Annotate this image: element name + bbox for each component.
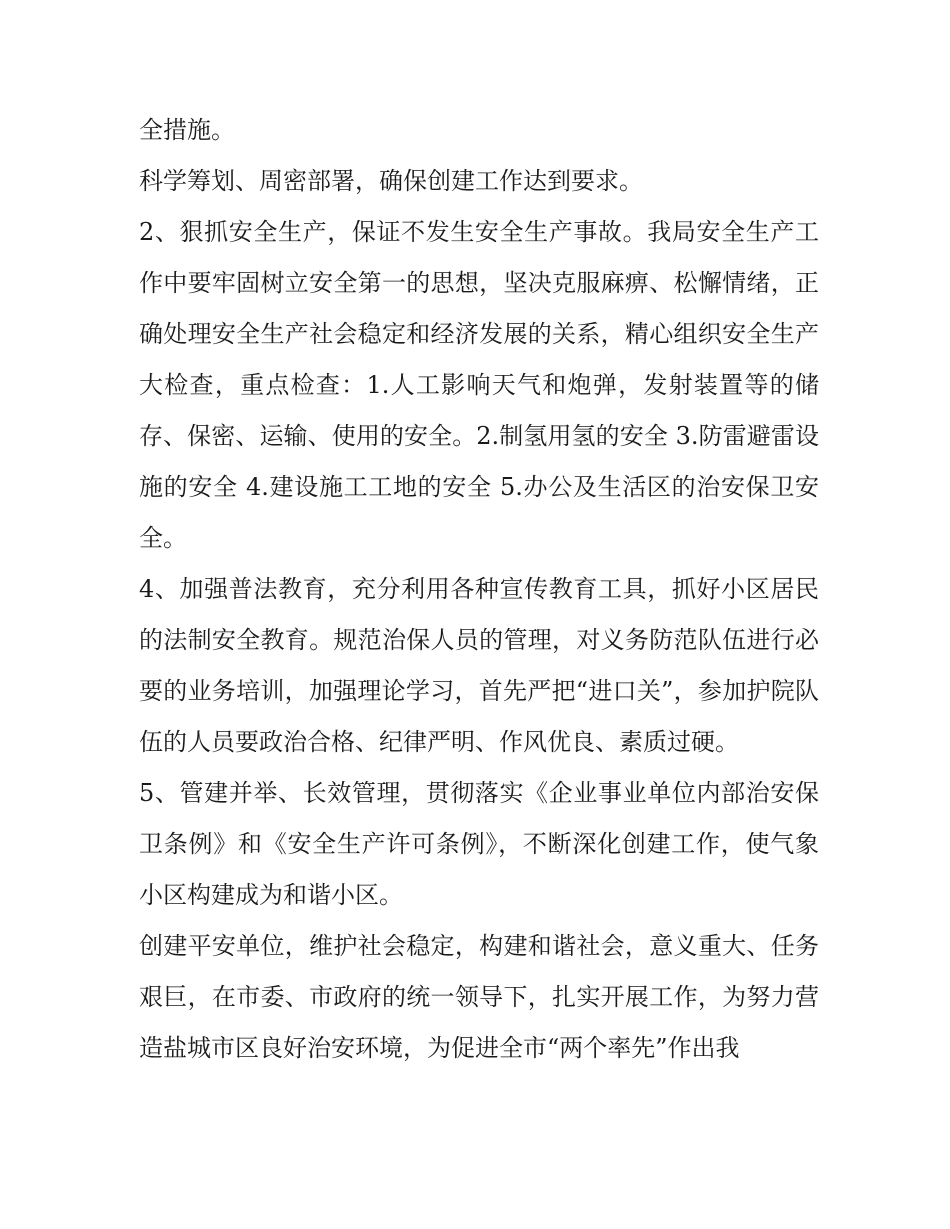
paragraph-long-term-management: 5、管建并举、长效管理，贯彻落实《企业事业单位内部治安保卫条例》和《安全生产许可条例》，不断深化创建工作，使气象小区构建成为和谐小区。 [139,779,819,909]
paragraph-conclusion: 创建平安单位，维护社会稳定，构建和谐社会，意义重大、任务艰巨，在市委、市政府的统一领导下，扎实开展工作，为努力营造盐城市区良好治安环境，为促进全市“两个率先”作出我 [139,932,819,1062]
paragraph-continuation: 全措施。 [139,116,235,144]
document-body [139,105,819,1074]
paragraph-legal-education: 4、加强普法教育，充分利用各种宣传教育工具，抓好小区居民的法制安全教育。规范治保人员的管理，对义务防范队伍进行必要的业务培训，加强理论学习，首先严把“进口关”，参加护院队伍的人员要政治合格、纪律严明、作风优良、素质过硬。 [139,575,819,756]
paragraph-safety-production: 2、狠抓安全生产，保证不发生安全生产事故。我局安全生产工作中要牢固树立安全第一的思想，坚决克服麻痹、松懈情绪，正确处理安全生产社会稳定和经济发展的关系，精心组织安全生产大检查，重点检查：1.人工影响天气和炮弹，发射装置等的储存、保密、运输、使用的安全。2.制氢用氢的安全 3.防雷避雷设施的安全 4.建设施工工地的安全 5.办公及生活区的治安保卫安全。 [139,218,819,552]
paragraph-planning: 科学筹划、周密部署，确保创建工作达到要求。 [139,167,643,195]
